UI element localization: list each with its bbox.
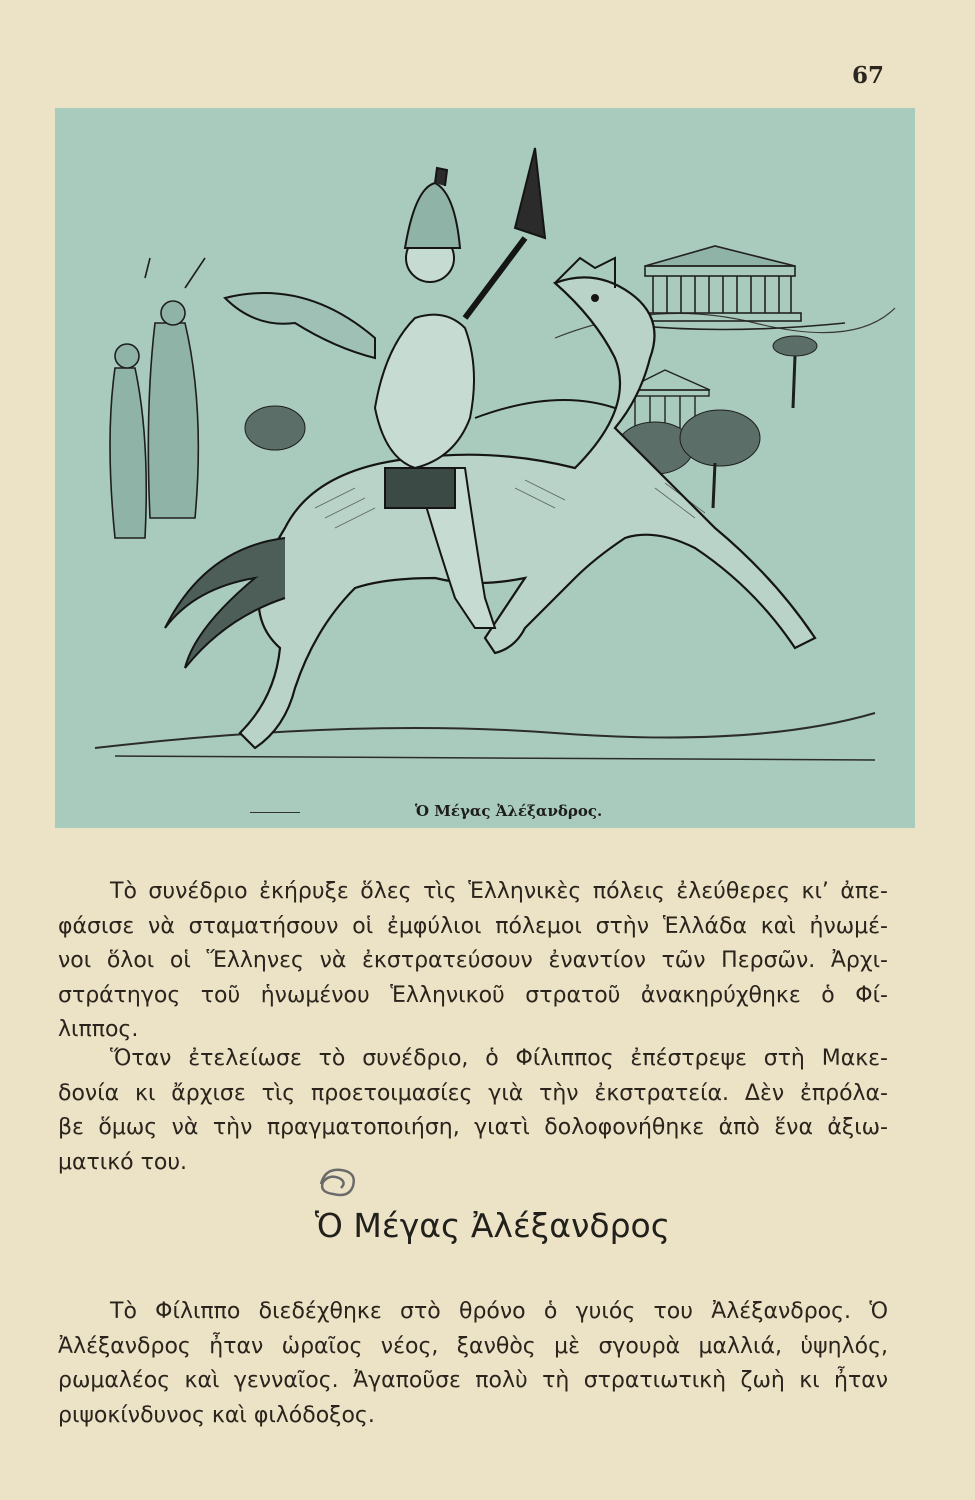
paragraph-line: δονία κι ἄρχισε τὶς προετοιμασίες γιὰ τὴν ἐκστρατεία. Δὲν ἐπρόλα- bbox=[58, 1080, 888, 1106]
paragraph-line: Τὸ συνέδριο ἐκήρυξε ὅλες τὶς Ἑλληνικὲς πόλεις ἐλεύθερες κι’ ἀπε- bbox=[110, 879, 888, 904]
paragraph-line: ματικό του. bbox=[58, 1149, 188, 1175]
paragraph-line: ριψοκίνδυνος καὶ φιλόδοξος. bbox=[58, 1402, 375, 1428]
paragraph-line: Ἀλέξανδρος ἦταν ὡραῖος νέος, ξανθὸς μὲ σγουρὰ μαλλιά, ὑψηλός, bbox=[58, 1333, 888, 1359]
alexander-on-horseback-illustration bbox=[55, 108, 915, 828]
paragraph-3 bbox=[58, 1295, 888, 1433]
caption-rule bbox=[250, 812, 300, 813]
paragraph-line: Τὸ Φίλιππο διεδέχθηκε στὸ θρόνο ὁ γυιός του Ἀλέξανδρος. Ὁ bbox=[110, 1299, 888, 1324]
paragraph-2 bbox=[58, 1042, 888, 1180]
paragraph-line: Ὅταν ἐτελείωσε τὸ συνέδριο, ὁ Φίλιππος ἐπέστρεψε στὴ Μακε- bbox=[110, 1046, 888, 1071]
ink-smudge-icon bbox=[313, 1162, 363, 1202]
illustration-figure bbox=[55, 108, 915, 828]
paragraph-line: ρωμαλέος καὶ γενναῖος. Ἀγαποῦσε πολὺ τὴ στρατιωτικὴ ζωὴ κι ἦταν bbox=[58, 1368, 888, 1394]
paragraph-1 bbox=[58, 875, 888, 1048]
paragraph-line: βε ὅμως νὰ τὴν πραγματοποιήση, γιατὶ δολοφονήθηκε ἀπὸ ἕνα ἀξιω- bbox=[58, 1115, 888, 1141]
paragraph-line: φάσισε νὰ σταματήσουν οἱ ἐμφύλιοι πόλεμοι στὴν Ἑλλάδα καὶ ἠνωμέ- bbox=[58, 913, 888, 939]
paragraph-line: λιππος. bbox=[58, 1017, 139, 1043]
figure-caption: Ὁ Μέγας Ἀλέξανδρος. bbox=[415, 802, 603, 820]
section-heading: Ὁ Μέγας Ἀλέξανδρος bbox=[314, 1206, 671, 1245]
page-number: 67 bbox=[852, 62, 885, 89]
paragraph-line: στράτηγος τοῦ ἡνωμένου Ἑλληνικοῦ στρατοῦ ἀνακηρύχθηκε ὁ Φί- bbox=[58, 982, 888, 1008]
paragraph-line: νοι ὅλοι οἱ Ἕλληνες νὰ ἐκστρατεύσουν ἐναντίον τῶν Περσῶν. Ἀρχι- bbox=[58, 948, 888, 974]
